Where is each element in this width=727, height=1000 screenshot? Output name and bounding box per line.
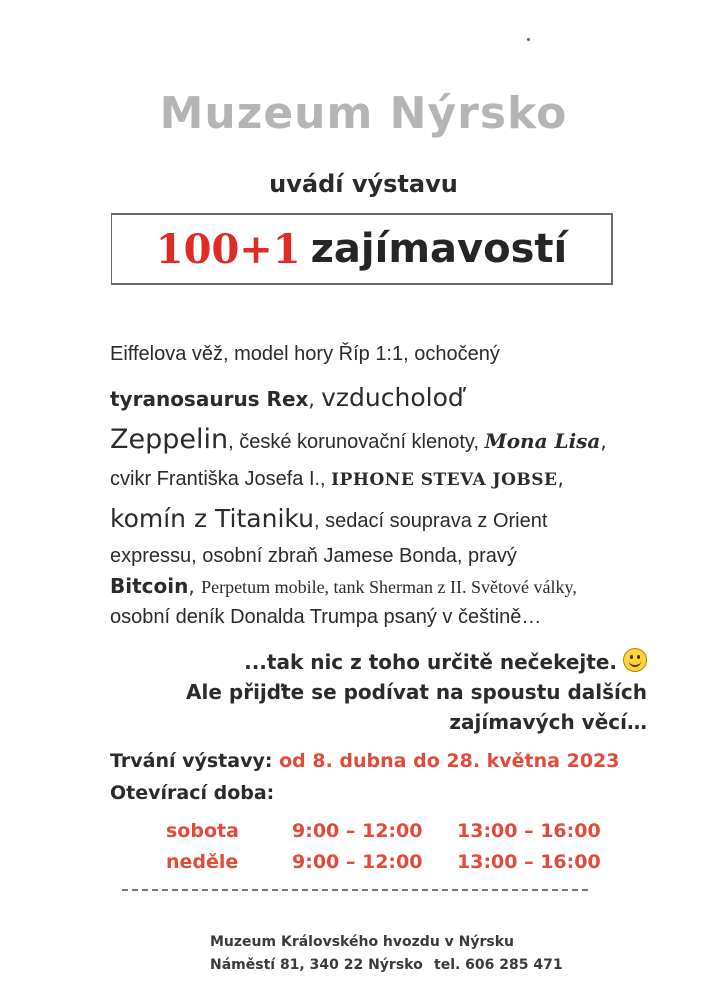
text-komin: komín z Titaniku [110, 504, 314, 533]
text-comma: , [557, 466, 564, 490]
dashed-divider [122, 889, 588, 891]
text-iphone: IPHONE STEVA JOBSE [331, 470, 558, 490]
footer-phone: tel. 606 285 471 [434, 957, 563, 973]
duration-value: od 8. dubna do 28. května 2023 [279, 750, 620, 772]
closing-line-3: zajímavých věcí… [449, 710, 647, 734]
hours-row-saturday [166, 820, 606, 848]
hours-afternoon: 13:00 – 16:00 [457, 820, 601, 842]
text-line-2 [110, 383, 464, 412]
presents-subtitle: uvádí výstavu [269, 170, 458, 198]
text-zeppelin: Zeppelin [110, 424, 229, 455]
scan-speck [527, 38, 530, 41]
footer-contact [210, 957, 563, 977]
text-line-3 [110, 424, 607, 455]
footer-address: Náměstí 81, 340 22 Nýrsko [210, 957, 423, 973]
closing-line-2: Ale přijďte se podívat na spoustu dalších [186, 680, 647, 704]
text-separator: , [308, 387, 322, 411]
footer-name: Muzeum Královského hvozdu v Nýrsku [210, 934, 515, 950]
hours-morning: 9:00 – 12:00 [292, 820, 423, 842]
text-line-7 [110, 574, 577, 598]
text-mona-lisa: Mona Lisa [484, 429, 601, 453]
text-line-6: expressu, osobní zbraň Jamese Bonda, pravý [110, 545, 517, 567]
museum-title: Muzeum Nýrsko [159, 88, 568, 139]
text-bitcoin: Bitcoin [110, 574, 189, 598]
text-vzducholod: vzducholoď [321, 383, 464, 412]
text-tyranosaurus: tyranosaurus Rex [110, 387, 309, 411]
smiley-face-icon [623, 648, 647, 672]
exhibit-title: zajímavostí [310, 226, 568, 272]
text-sedaci: , sedací souprava z Orient [313, 510, 548, 532]
exhibit-number: 100+1 [155, 225, 301, 273]
text-cvikr: cvikr Františka Josefa I., [110, 468, 332, 490]
closing-line-1 [244, 648, 647, 674]
hours-day: neděle [166, 851, 239, 873]
text-klenoty: , české korunovační klenoty, [228, 431, 485, 453]
hours-row-sunday [166, 851, 606, 879]
hours-morning: 9:00 – 12:00 [292, 851, 423, 873]
text-separator: , [188, 574, 202, 598]
duration-label: Trvání výstavy: [110, 750, 273, 772]
text-perpetum: Perpetum mobile, tank Sherman z II. Světové války, [201, 577, 577, 597]
text-line-8: osobní deník Donalda Trumpa psaný v češtině… [110, 606, 542, 628]
closing-text-1: ...tak nic z toho určitě nečekejte. [244, 650, 617, 674]
text-line-1: Eiffelova věž, model hory Říp 1:1, ochočený [110, 343, 500, 365]
exhibit-title-box [111, 213, 613, 285]
hours-day: sobota [166, 820, 239, 842]
duration-line [110, 750, 619, 772]
text-line-4 [110, 466, 564, 491]
opening-hours-label: Otevírací doba: [110, 782, 275, 804]
text-comma: , [600, 429, 607, 453]
text-line-5 [110, 504, 547, 533]
hours-afternoon: 13:00 – 16:00 [457, 851, 601, 873]
